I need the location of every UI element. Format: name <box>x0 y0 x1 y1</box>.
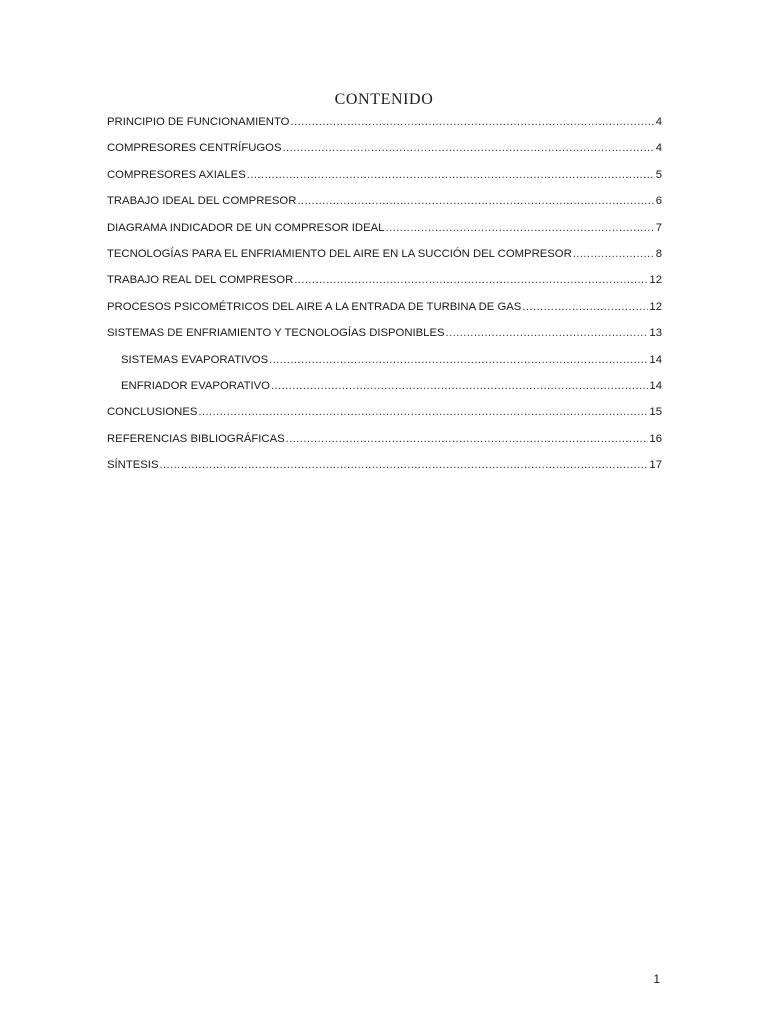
toc-dot-leader <box>290 113 654 131</box>
toc-subentry[interactable] <box>107 377 662 403</box>
toc-entry-label: SISTEMAS DE ENFRIAMIENTO Y TECNOLOGÍAS DISPONIBLES <box>107 327 445 340</box>
toc-entry-page: 14 <box>649 353 662 366</box>
toc-entry[interactable] <box>107 192 662 218</box>
toc-entry-page: 12 <box>649 300 662 313</box>
toc-entry-page: 13 <box>649 327 662 340</box>
toc-entry-page: 17 <box>649 459 662 472</box>
toc-entry-page: 8 <box>655 247 662 260</box>
toc-entry-label: SISTEMAS EVAPORATIVOS <box>121 353 269 366</box>
toc-entry-page: 12 <box>649 274 662 287</box>
table-of-contents <box>107 113 662 482</box>
toc-entry-page: 14 <box>649 379 662 392</box>
toc-entry-label: TRABAJO REAL DEL COMPRESOR <box>107 274 294 287</box>
toc-entry[interactable] <box>107 430 662 456</box>
toc-entry-label: ENFRIADOR EVAPORATIVO <box>121 379 270 392</box>
toc-title: CONTENIDO <box>334 91 434 108</box>
toc-dot-leader <box>573 245 655 263</box>
toc-dot-leader <box>198 403 648 421</box>
toc-dot-leader <box>522 298 648 316</box>
toc-entry-label: TRABAJO IDEAL DEL COMPRESOR <box>107 195 297 208</box>
toc-dot-leader <box>283 139 655 157</box>
toc-dot-leader <box>271 377 648 395</box>
toc-entry-label: PRINCIPIO DE FUNCIONAMIENTO <box>107 116 290 128</box>
toc-entry-page: 6 <box>655 195 662 208</box>
toc-entry[interactable] <box>107 271 662 297</box>
toc-entry-label: DIAGRAMA INDICADOR DE UN COMPRESOR IDEAL <box>107 221 385 234</box>
toc-dot-leader <box>297 192 654 210</box>
toc-entry-page: 16 <box>649 432 662 445</box>
toc-dot-leader <box>446 324 649 342</box>
toc-entry-label: PROCESOS PSICOMÉTRICOS DEL AIRE A LA ENTRADA DE TURBINA DE GAS <box>107 300 522 313</box>
page-number: 1 <box>653 972 660 986</box>
toc-entry-label: SÍNTESIS <box>107 459 159 472</box>
toc-dot-leader <box>286 430 649 448</box>
toc-entry-label: COMPRESORES CENTRÍFUGOS <box>107 142 282 155</box>
toc-entry-page: 5 <box>655 168 662 181</box>
toc-entry-label: CONCLUSIONES <box>107 406 198 419</box>
toc-entry-label: REFERENCIAS BIBLIOGRÁFICAS <box>107 432 285 445</box>
toc-entry[interactable] <box>107 298 662 324</box>
toc-entry-page: 7 <box>655 221 662 234</box>
toc-dot-leader <box>159 456 648 474</box>
toc-entry[interactable] <box>107 166 662 192</box>
toc-entry[interactable] <box>107 324 662 350</box>
toc-dot-leader <box>294 271 648 289</box>
toc-dot-leader <box>385 219 654 237</box>
toc-entry[interactable] <box>107 403 662 429</box>
toc-entry[interactable] <box>107 139 662 165</box>
toc-dot-leader <box>269 351 648 369</box>
toc-entry[interactable] <box>107 245 662 271</box>
toc-entry[interactable] <box>107 456 662 482</box>
toc-subentry[interactable] <box>107 351 662 377</box>
toc-entry[interactable] <box>107 219 662 245</box>
toc-entry-page: 15 <box>649 406 662 419</box>
toc-entry-page: 4 <box>655 142 662 155</box>
toc-entry-page: 4 <box>655 116 662 128</box>
toc-entry-label: COMPRESORES AXIALES <box>107 168 246 181</box>
toc-entry-label: TECNOLOGÍAS PARA EL ENFRIAMIENTO DEL AIRE EN LA SUCCIÓN DEL COMPRESOR <box>107 247 572 260</box>
toc-dot-leader <box>247 166 655 184</box>
toc-entry[interactable] <box>107 113 662 139</box>
